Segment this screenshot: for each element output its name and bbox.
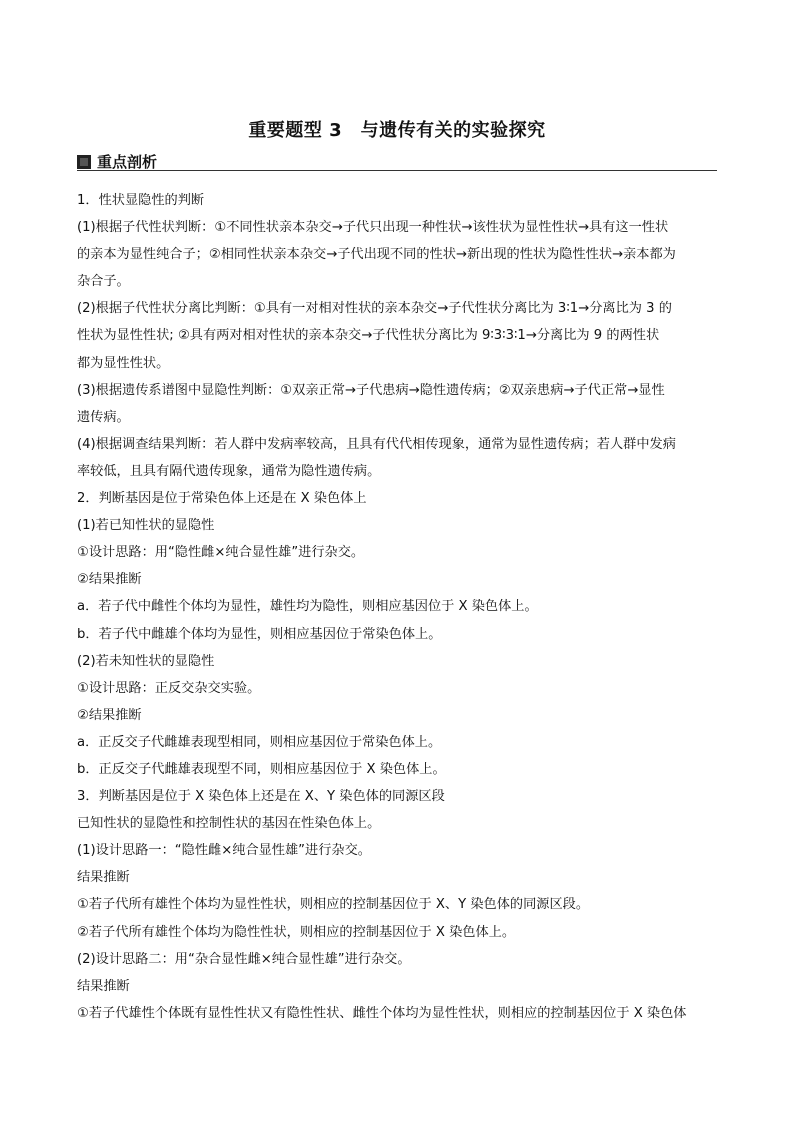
text-line: 2．判断基因是位于常染色体上还是在 X 染色体上 <box>77 491 367 507</box>
text-line: 1．性状显隐性的判断 <box>77 193 205 208</box>
text-line: b．正反交子代雌雄表现型不同，则相应基因位于 X 染色体上。 <box>77 761 446 777</box>
text-line: (1)设计思路一：“隐性雌×纯合显性雄”进行杂交。 <box>77 843 371 859</box>
text-line: ②结果推断 <box>77 707 142 723</box>
text-line: a．若子代中雌性个体均为显性，雄性均为隐性，则相应基因位于 X 染色体上。 <box>77 599 538 615</box>
text-line: (1)根据子代性状判断：①不同性状亲本杂交→子代只出现一种性状→该性状为显性性状→具有这一性状 <box>77 220 669 236</box>
text-line: 的亲本为显性纯合子；②相同性状亲本杂交→子代出现不同的性状→新出现的性状为隐性性状→亲本都为 <box>77 247 676 263</box>
text-line: 率较低，且具有隔代遗传现象，通常为隐性遗传病。 <box>77 463 381 479</box>
text-line: ①设计思路：用“隐性雌×纯合显性雄”进行杂交。 <box>77 545 365 561</box>
text-line: 3．判断基因是位于 X 染色体上还是在 X、Y 染色体的同源区段 <box>77 789 445 805</box>
section-header <box>77 151 157 172</box>
text-line: 结果推断 <box>77 870 130 886</box>
text-line: (2)根据子代性状分离比判断：①具有一对相对性状的亲本杂交→子代性状分离比为 3∶1→分离比为 3 的 <box>77 301 672 317</box>
body-text <box>77 187 719 1027</box>
text-line: 性状为显性性状; ②具有两对相对性状的亲本杂交→子代性状分离比为 9∶3∶3∶1→分离比为 9 的两性状 <box>77 328 660 344</box>
text-line: ①设计思路：正反交杂交实验。 <box>77 680 261 696</box>
text-line: 杂合子。 <box>77 274 130 290</box>
section-header-label: 重点剖析 <box>97 153 158 171</box>
text-line: ①若子代所有雄性个体均为显性性状，则相应的控制基因位于 X、Y 染色体的同源区段。 <box>77 897 590 913</box>
text-line: ①若子代雄性个体既有显性性状又有隐性性状、雌性个体均为显性性状，则相应的控制基因位于 X 染色体 <box>77 1005 687 1021</box>
text-line: (3)根据遗传系谱图中显隐性判断：①双亲正常→子代患病→隐性遗传病；②双亲患病→子代正常→显性 <box>77 382 665 398</box>
text-line: (2)若未知性状的显隐性 <box>77 653 215 669</box>
text-line: 结果推断 <box>77 978 130 994</box>
page-title: 重要题型 3 与遗传有关的实验探究 <box>248 120 546 141</box>
text-line: (4)根据调查结果判断：若人群中发病率较高，且具有代代相传现象，通常为显性遗传病；若人群中发病 <box>77 436 676 452</box>
text-line: (2)设计思路二：用“杂合显性雌×纯合显性雄”进行杂交。 <box>77 951 411 967</box>
text-line: ②若子代所有雄性个体均为隐性性状，则相应的控制基因位于 X 染色体上。 <box>77 924 516 940</box>
text-line: 遗传病。 <box>77 409 130 425</box>
section-divider <box>77 170 717 171</box>
text-line: 已知性状的显隐性和控制性状的基因在性染色体上。 <box>77 816 381 832</box>
text-line: b．若子代中雌雄个体均为显性，则相应基因位于常染色体上。 <box>77 626 442 642</box>
text-line: ②结果推断 <box>77 572 142 588</box>
text-line: (1)若已知性状的显隐性 <box>77 518 215 534</box>
square-bullet-icon <box>77 155 91 169</box>
text-line: 都为显性性状。 <box>77 355 170 371</box>
text-line: a．正反交子代雌雄表现型相同，则相应基因位于常染色体上。 <box>77 734 442 750</box>
